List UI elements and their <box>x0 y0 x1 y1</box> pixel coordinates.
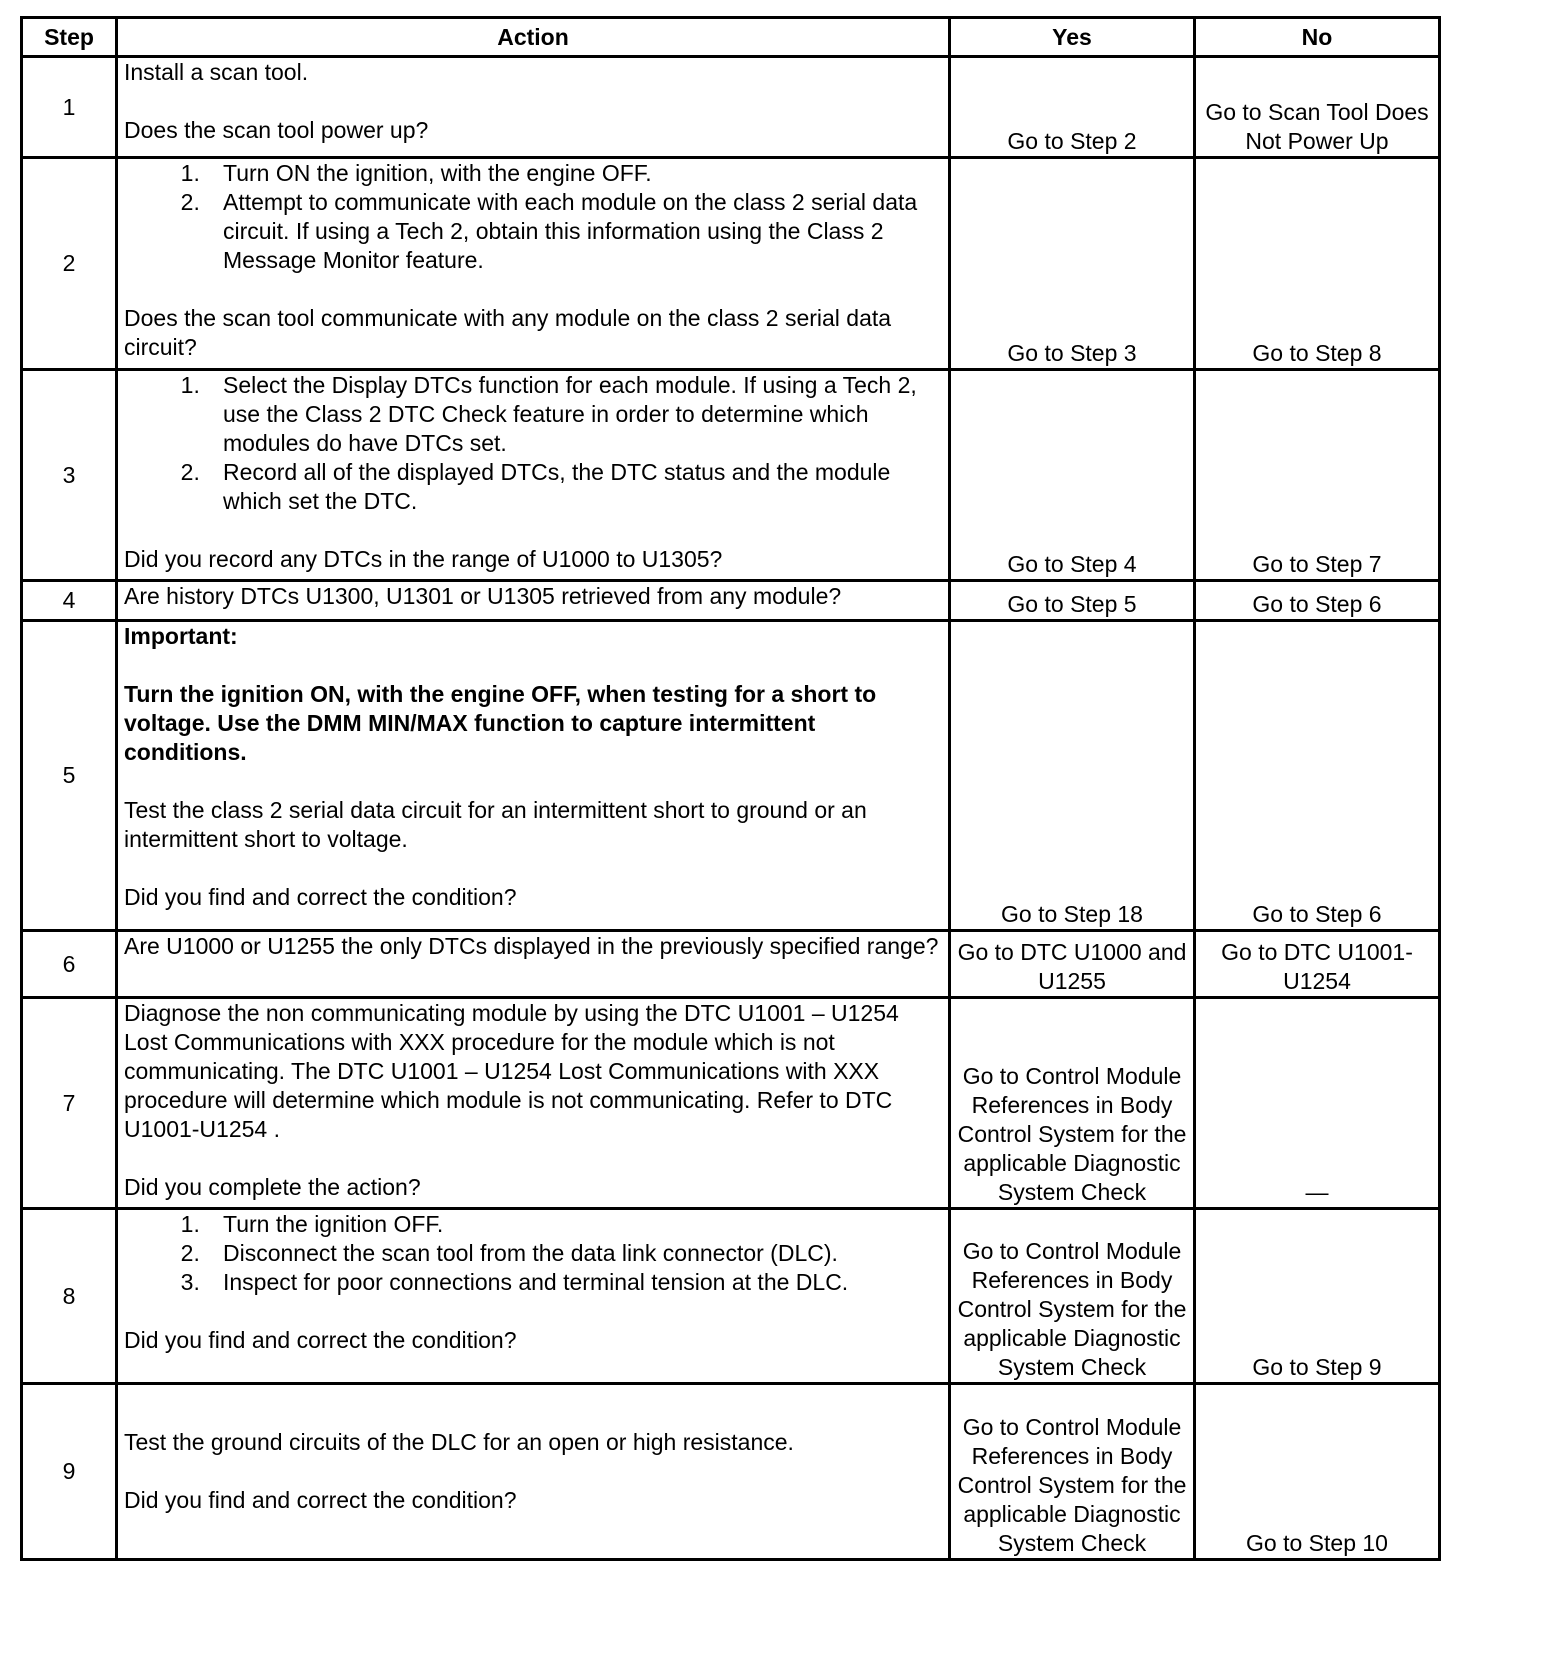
header-no: No <box>1195 18 1440 57</box>
action-question: Are U1000 or U1255 the only DTCs displayed in the previously specified range? <box>124 933 939 959</box>
no-result: Go to Step 6 <box>1195 581 1440 621</box>
header-row <box>22 18 1440 57</box>
table-row <box>22 998 1440 1209</box>
action-steps <box>124 159 942 275</box>
no-result: Go to Step 6 <box>1195 621 1440 931</box>
action-question: Did you find and correct the condition? <box>124 1327 517 1353</box>
action-cell <box>117 57 950 158</box>
table-row <box>22 1209 1440 1384</box>
yes-result: Go to Control Module References in Body Control System for the applicable Diagnostic System Check <box>950 998 1195 1209</box>
action-intro: Diagnose the non communicating module by using the DTC U1001 – U1254 Lost Communications with XXX procedure for the module which is not communicating. The DTC U1001 – U1254 Lost Communications with XXX procedure will determine which module is not communicating. Refer to DTC U1001-U1254 . <box>124 1000 899 1142</box>
action-cell <box>117 1384 950 1560</box>
yes-result: Go to DTC U1000 and U1255 <box>950 931 1195 998</box>
step-number: 1 <box>22 57 117 158</box>
no-result: Go to Step 7 <box>1195 370 1440 581</box>
table-row <box>22 621 1440 931</box>
diagnostic-table <box>20 16 1441 1561</box>
list-item: 1. Turn the ignition OFF. <box>219 1210 942 1239</box>
yes-result: Go to Step 4 <box>950 370 1195 581</box>
list-item: 2. Record all of the displayed DTCs, the DTC status and the module which set the DTC. <box>219 458 942 516</box>
table-row <box>22 158 1440 370</box>
yes-result: Go to Step 3 <box>950 158 1195 370</box>
action-intro: Test the ground circuits of the DLC for an open or high resistance. <box>124 1429 794 1455</box>
step-number: 7 <box>22 998 117 1209</box>
action-cell <box>117 158 950 370</box>
action-intro: Install a scan tool. <box>124 59 309 85</box>
action-question: Are history DTCs U1300, U1301 or U1305 retrieved from any module? <box>124 583 842 609</box>
list-item: 3. Inspect for poor connections and terminal tension at the DLC. <box>219 1268 942 1297</box>
action-cell <box>117 621 950 931</box>
list-item: 2. Attempt to communicate with each module on the class 2 serial data circuit. If using a Tech 2, obtain this information using the Class 2 Message Monitor feature. <box>219 188 942 275</box>
no-result: Go to Step 9 <box>1195 1209 1440 1384</box>
no-result: — <box>1195 998 1440 1209</box>
action-cell <box>117 1209 950 1384</box>
important-label: Important: <box>124 623 238 649</box>
important-text: Turn the ignition ON, with the engine OFF, when testing for a short to voltage. Use the DMM MIN/MAX function to capture intermittent conditions. <box>124 681 877 765</box>
yes-result: Go to Step 18 <box>950 621 1195 931</box>
step-number: 4 <box>22 581 117 621</box>
list-item: 1. Select the Display DTCs function for each module. If using a Tech 2, use the Class 2 DTC Check feature in order to determine which modules do have DTCs set. <box>219 371 942 458</box>
yes-result: Go to Step 5 <box>950 581 1195 621</box>
yes-result: Go to Step 2 <box>950 57 1195 158</box>
table-row <box>22 57 1440 158</box>
action-cell <box>117 581 950 621</box>
list-item: 2. Disconnect the scan tool from the data link connector (DLC). <box>219 1239 942 1268</box>
list-item: 1. Turn ON the ignition, with the engine OFF. <box>219 159 942 188</box>
table-row <box>22 1384 1440 1560</box>
no-result: Go to Scan Tool Does Not Power Up <box>1195 57 1440 158</box>
action-question: Did you record any DTCs in the range of U1000 to U1305? <box>124 546 723 572</box>
yes-result: Go to Control Module References in Body Control System for the applicable Diagnostic System Check <box>950 1384 1195 1560</box>
table-row <box>22 370 1440 581</box>
action-question: Does the scan tool communicate with any module on the class 2 serial data circuit? <box>124 305 892 360</box>
action-steps <box>124 371 942 516</box>
action-question: Did you complete the action? <box>124 1174 421 1200</box>
action-question: Does the scan tool power up? <box>124 117 429 143</box>
action-question: Did you find and correct the condition? <box>124 1487 517 1513</box>
step-number: 6 <box>22 931 117 998</box>
header-yes: Yes <box>950 18 1195 57</box>
table-row <box>22 931 1440 998</box>
step-number: 8 <box>22 1209 117 1384</box>
step-number: 2 <box>22 158 117 370</box>
no-result: Go to Step 10 <box>1195 1384 1440 1560</box>
header-step: Step <box>22 18 117 57</box>
table-row <box>22 581 1440 621</box>
action-cell <box>117 931 950 998</box>
yes-result: Go to Control Module References in Body Control System for the applicable Diagnostic System Check <box>950 1209 1195 1384</box>
action-cell <box>117 370 950 581</box>
action-question: Did you find and correct the condition? <box>124 884 517 910</box>
header-action: Action <box>117 18 950 57</box>
step-number: 3 <box>22 370 117 581</box>
no-result: Go to Step 8 <box>1195 158 1440 370</box>
no-result: Go to DTC U1001-U1254 <box>1195 931 1440 998</box>
action-cell <box>117 998 950 1209</box>
action-steps <box>124 1210 942 1297</box>
action-intro: Test the class 2 serial data circuit for an intermittent short to ground or an intermittent short to voltage. <box>124 797 867 852</box>
step-number: 5 <box>22 621 117 931</box>
step-number: 9 <box>22 1384 117 1560</box>
